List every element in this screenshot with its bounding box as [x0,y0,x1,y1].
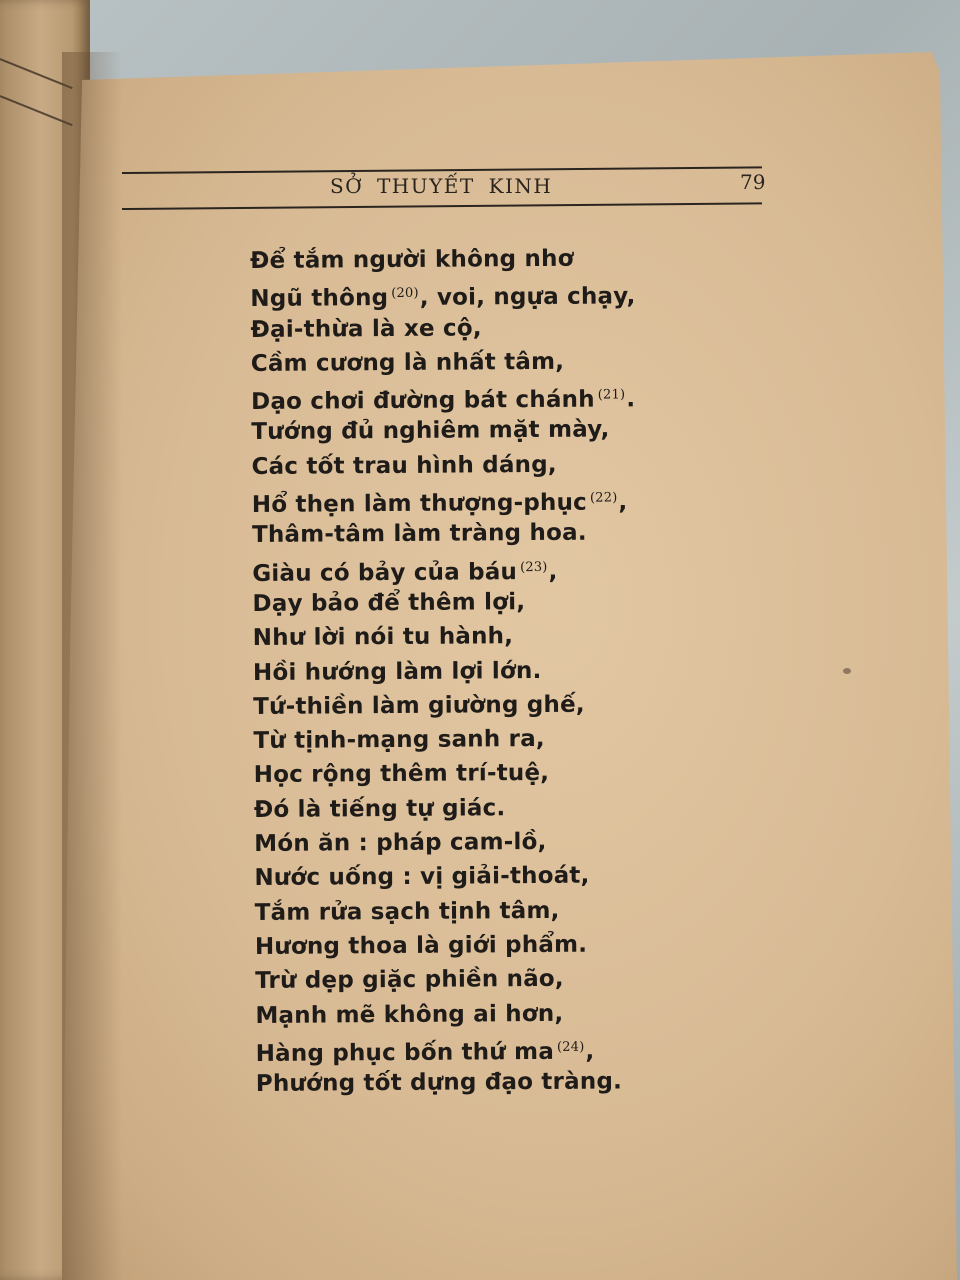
verse-text: Ngũ thông [250,285,389,313]
verse-text: Hàng phục bốn thứ ma [255,1038,555,1067]
verse-text: Tướng đủ nghiêm mặt mày, [251,416,610,446]
footnote-marker: (22) [589,490,618,506]
verse-text-tail: , [548,558,558,585]
previous-page-rule [0,95,73,126]
verse-line [253,619,638,656]
verse-text: Thâm-tâm làm tràng hoa. [251,520,587,549]
verse-line [252,584,637,621]
verse-text: Trừ dẹp giặc phiền não, [255,966,564,995]
verse-line [250,310,635,347]
verse-text-tail: , [618,489,628,516]
footnote-marker: (23) [520,559,548,575]
verse-text: Để tắm người không nhơ [250,245,574,274]
verse-text: Tứ-thiền làm giường ghế, [253,691,585,720]
verse-line [252,550,637,587]
verse-text: Phướng tốt dựng đạo tràng. [255,1068,623,1098]
verse-text: Như lời nói tu hành, [252,623,514,652]
verse-text: Dạo chơi đường bát chánh [251,386,595,416]
verse-line [256,1030,641,1067]
verse-text: Nước uống : vị giải-thoát, [254,862,590,892]
verse-line [254,824,639,861]
verse-text: Hổ thẹn làm thượng-phục [251,489,588,519]
verse-line [255,962,640,999]
verse-line [256,1064,641,1101]
verse-text: Tắm rửa sạch tịnh tâm, [254,897,560,926]
verse-line [253,687,638,724]
verse-line [250,276,635,313]
verse-line [250,241,635,278]
verse-line [255,927,640,964]
page-stain [843,668,851,674]
verse-text: Các tốt trau hình dáng, [251,451,557,480]
verse-line [254,790,639,827]
footnote-marker: (24) [556,1039,585,1055]
verse-text: Từ tịnh-mạng sanh ra, [253,726,545,755]
verse-line [254,859,639,896]
verse-line [255,893,640,930]
verse-text-tail: , voi, ngựa chạy, [419,283,636,312]
verse-text-tail: , [585,1038,595,1065]
verse-line [251,447,636,484]
verse-text: Đại-thừa là xe cộ, [250,314,482,343]
verse-text: Hồi hướng làm lợi lớn. [252,657,542,686]
verse-line [251,344,636,381]
running-title: SỞ THUYẾT KINH [330,174,553,198]
verse-text: Học rộng thêm trí-tuệ, [253,760,550,789]
verse-line [254,756,639,793]
verse-text-tail: . [626,386,636,413]
verse-text: Món ăn : pháp cam-lồ, [254,828,547,858]
page-number: 79 [740,170,766,194]
verse-line [251,378,636,415]
verse-line [253,653,638,690]
footnote-marker: (21) [597,387,626,403]
verse-line [253,721,638,758]
verse-text: Đó là tiếng tự giác. [253,794,506,823]
footnote-marker: (20) [391,286,419,302]
verse-block [250,241,641,1101]
verse-line [252,516,637,553]
verse-line [251,413,636,450]
verse-line [255,996,640,1033]
verse-line [252,481,637,518]
verse-text: Giàu có bảy của báu [252,558,518,587]
verse-text: Mạnh mẽ không ai hơn, [255,1000,564,1029]
verse-text: Dạy bảo để thêm lợi, [252,589,526,617]
verse-text: Cầm cương là nhất tâm, [250,348,565,377]
verse-text: Hương thoa là giới phẩm. [254,931,588,960]
previous-page-rule [0,58,73,89]
